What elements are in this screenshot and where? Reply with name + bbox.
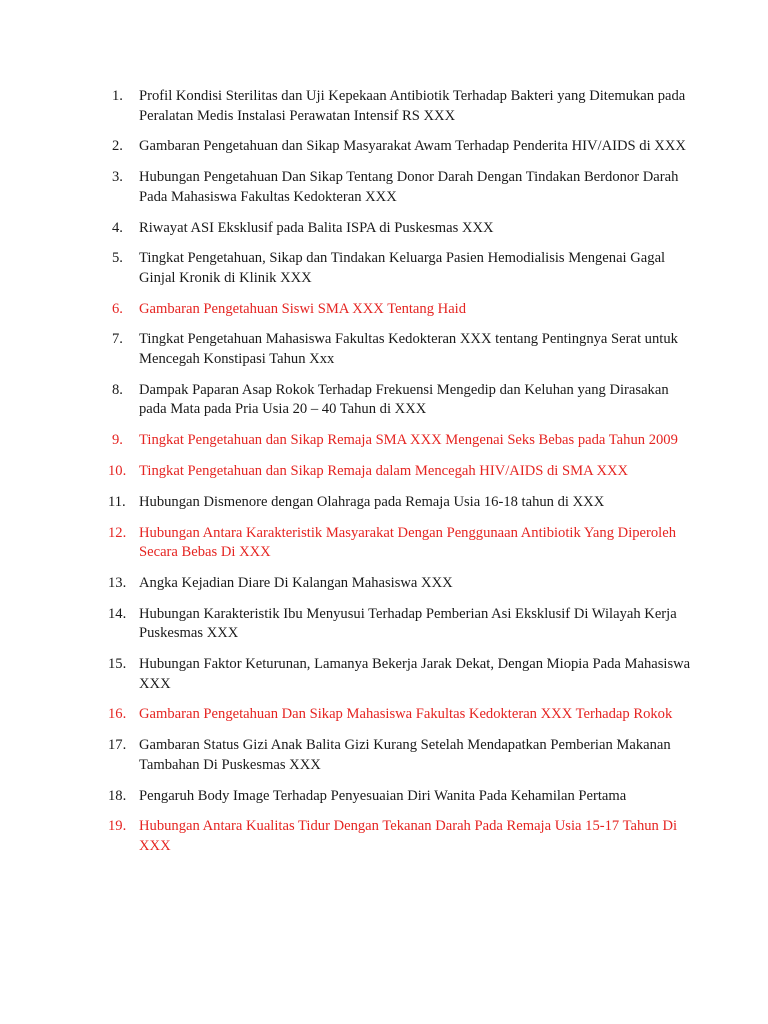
item-text: Angka Kejadian Diare Di Kalangan Mahasiswa XXX (139, 574, 453, 591)
item-text: Pengaruh Body Image Terhadap Penyesuaian Diri Wanita Pada Kehamilan Pertama (139, 787, 627, 804)
list-item (108, 736, 698, 775)
thesis-title-list (108, 87, 698, 868)
list-item (108, 574, 698, 594)
item-text: Gambaran Pengetahuan dan Sikap Masyarakat Awam Terhadap Penderita HIV/AIDS di XXX (139, 138, 686, 155)
item-text: Tingkat Pengetahuan Mahasiswa Fakultas Kedokteran XXX tentang Pentingnya Serat untuk Mencegah Konstipasi Tahun Xxx (139, 331, 678, 368)
list-item (108, 249, 698, 288)
list-item (108, 655, 698, 694)
item-number: 6. (112, 300, 123, 317)
item-text: Hubungan Karakteristik Ibu Menyusui Terhadap Pemberian Asi Eksklusif Di Wilayah Kerja Puskesmas XXX (139, 605, 677, 642)
list-item (108, 219, 698, 239)
list-item (108, 705, 698, 725)
item-number: 16. (108, 706, 127, 723)
list-item (108, 462, 698, 482)
item-text: Gambaran Status Gizi Anak Balita Gizi Kurang Setelah Mendapatkan Pemberian Makanan Tambahan Di Puskesmas XXX (139, 737, 671, 773)
item-number: 15. (108, 656, 127, 673)
item-number: 11. (108, 493, 126, 510)
list-item (108, 787, 698, 807)
item-number: 5. (112, 250, 123, 267)
item-text: Hubungan Antara Kualitas Tidur Dengan Tekanan Darah Pada Remaja Usia 15-17 Tahun Di XXX (139, 818, 678, 854)
item-number: 1. (112, 88, 123, 104)
item-number: 13. (108, 574, 127, 591)
item-text: Hubungan Dismenore dengan Olahraga pada Remaja Usia 16-18 tahun di XXX (139, 493, 605, 510)
item-text: Hubungan Faktor Keturunan, Lamanya Bekerja Jarak Dekat, Dengan Miopia Pada Mahasiswa XXX (139, 656, 691, 692)
item-number: 19. (108, 818, 127, 835)
item-text: Hubungan Antara Karakteristik Masyarakat Dengan Penggunaan Antibiotik Yang Diperoleh Secara Bebas Di XXX (139, 524, 677, 561)
item-text: Tingkat Pengetahuan dan Sikap Remaja SMA XXX Mengenai Seks Bebas pada Tahun 2009 (139, 432, 678, 449)
item-text: Gambaran Pengetahuan Siswi SMA XXX Tentang Haid (139, 300, 467, 317)
list-item (108, 493, 698, 513)
list-item (108, 817, 698, 856)
item-number: 7. (112, 331, 123, 348)
item-number: 4. (112, 219, 123, 236)
item-text: Tingkat Pengetahuan, Sikap dan Tindakan Keluarga Pasien Hemodialisis Mengenai Gagal Ginjal Kronik di Klinik XXX (139, 250, 666, 286)
item-number: 10. (108, 463, 127, 479)
item-text: Riwayat ASI Eksklusif pada Balita ISPA di Puskesmas XXX (139, 219, 494, 236)
list-item (108, 87, 698, 126)
item-text: Hubungan Pengetahuan Dan Sikap Tentang Donor Darah Dengan Tindakan Berdonor Darah Pada Mahasiswa Fakultas Kedokteran XXX (139, 169, 679, 205)
list-item (108, 524, 698, 563)
item-number: 2. (112, 138, 123, 155)
item-number: 8. (112, 381, 123, 398)
list-item (108, 168, 698, 207)
item-text: Tingkat Pengetahuan dan Sikap Remaja dalam Mencegah HIV/AIDS di SMA XXX (139, 463, 629, 479)
list-item (108, 330, 698, 369)
item-number: 3. (112, 169, 123, 186)
item-text: Dampak Paparan Asap Rokok Terhadap Frekuensi Mengedip dan Keluhan yang Dirasakan pada Mata pada Pria Usia 20 – 40 Tahun di XXX (139, 381, 669, 418)
list-item (108, 431, 698, 451)
item-number: 9. (112, 432, 123, 449)
list-item (108, 381, 698, 420)
list-item (108, 137, 698, 157)
item-number: 18. (108, 787, 127, 804)
item-number: 12. (108, 524, 127, 541)
list-item (108, 300, 698, 320)
item-text: Gambaran Pengetahuan Dan Sikap Mahasiswa Fakultas Kedokteran XXX Terhadap Rokok (139, 706, 673, 723)
item-number: 14. (108, 605, 127, 622)
item-number: 17. (108, 737, 127, 754)
list-item (108, 605, 698, 644)
item-text: Profil Kondisi Sterilitas dan Uji Kepekaan Antibiotik Terhadap Bakteri yang Ditemukan pada Peralatan Medis Instalasi Perawatan Intensif RS XXX (139, 88, 686, 124)
